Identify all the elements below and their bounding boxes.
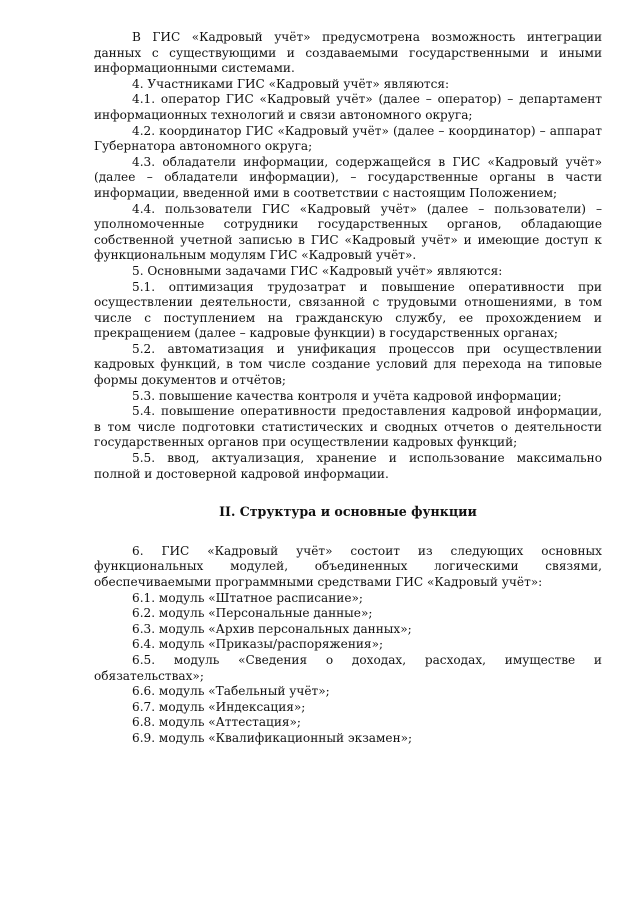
paragraph-5-5: 5.5. ввод, актуализация, хранение и использование максимально полной и достоверной кадровой информации. xyxy=(94,451,602,481)
list-item-6-1: 6.1. модуль «Штатное расписание»; xyxy=(132,590,363,605)
list-item-6-4: 6.4. модуль «Приказы/распоряжения»; xyxy=(132,637,384,652)
paragraph-4-2-coordinator: 4.2. координатор ГИС «Кадровый учёт» (далее – координатор) – аппарат Губернатора автономного округа; xyxy=(94,123,602,154)
list-item-6-9: 6.9. модуль «Квалификационный экзамен»; xyxy=(132,730,413,745)
paragraph-4-3-holders: 4.3. обладатели информации, содержащейся в ГИС «Кадровый учёт» (далее – обладатели информации), – государственные органы в части информации, введенной ими в соответствии с настоящим Положением; xyxy=(94,154,602,200)
paragraph-5-3: 5.3. повышение качества контроля и учёта кадровой информации; xyxy=(132,388,562,403)
list-item-6-2: 6.2. модуль «Персональные данные»; xyxy=(132,606,373,621)
paragraph-4-4-users: 4.4. пользователи ГИС «Кадровый учёт» (далее – пользователи) – уполномоченные сотрудники государственных органов, обладающие собственной учетной записью в ГИС «Кадровый учёт» и имеющие доступ к функциональным модулям ГИС «Кадровый учёт». xyxy=(94,201,602,263)
list-item-6-3: 6.3. модуль «Архив персональных данных»; xyxy=(132,621,412,636)
paragraph-6-modules: 6. ГИС «Кадровый учёт» состоит из следующих основных функциональных модулей, объединенных логическими связями, обеспечиваемыми программными средствами ГИС «Кадровый учёт»: xyxy=(94,543,602,589)
list-item-6-7: 6.7. модуль «Индексация»; xyxy=(132,699,306,714)
list-item-6-5: 6.5. модуль «Сведения о доходах, расходах, имуществе и обязательствах»; xyxy=(94,652,602,683)
list-item-6-8: 6.8. модуль «Аттестация»; xyxy=(132,715,301,730)
paragraph-5-tasks: 5. Основными задачами ГИС «Кадровый учёт» являются: xyxy=(132,263,503,278)
paragraph-integration: В ГИС «Кадровый учёт» предусмотрена возможность интеграции данных с существующими и создаваемыми государственными и иными информационными системами. xyxy=(94,30,602,76)
paragraph-5-1: 5.1. оптимизация трудозатрат и повышение оперативности при осуществлении деятельности, связанной с трудовыми отношениями, в том числе с поступлением на гражданскую службу, ее прохождением и прекращением (далее – кадровые функции) в государственных органах; xyxy=(94,279,602,341)
paragraph-5-2: 5.2. автоматизация и унификация процессов при осуществлении кадровых функций, в том числе создание условий для перехода на типовые формы документов и отчётов; xyxy=(94,341,602,388)
paragraph-5-4: 5.4. повышение оперативности предоставления кадровой информации, в том числе подготовки статистических и сводных отчетов о деятельности государственных органов при осуществлении кадровых функций; xyxy=(94,404,602,450)
list-item-6-6: 6.6. модуль «Табельный учёт»; xyxy=(132,684,330,699)
paragraph-4-participants: 4. Участниками ГИС «Кадровый учёт» являются: xyxy=(132,76,450,91)
section-heading: II. Структура и основные функции xyxy=(219,504,477,520)
paragraph-4-1-operator: 4.1. оператор ГИС «Кадровый учёт» (далее – оператор) – департамент информационных технологий и связи автономного округа; xyxy=(94,92,602,122)
document-page xyxy=(94,30,602,747)
